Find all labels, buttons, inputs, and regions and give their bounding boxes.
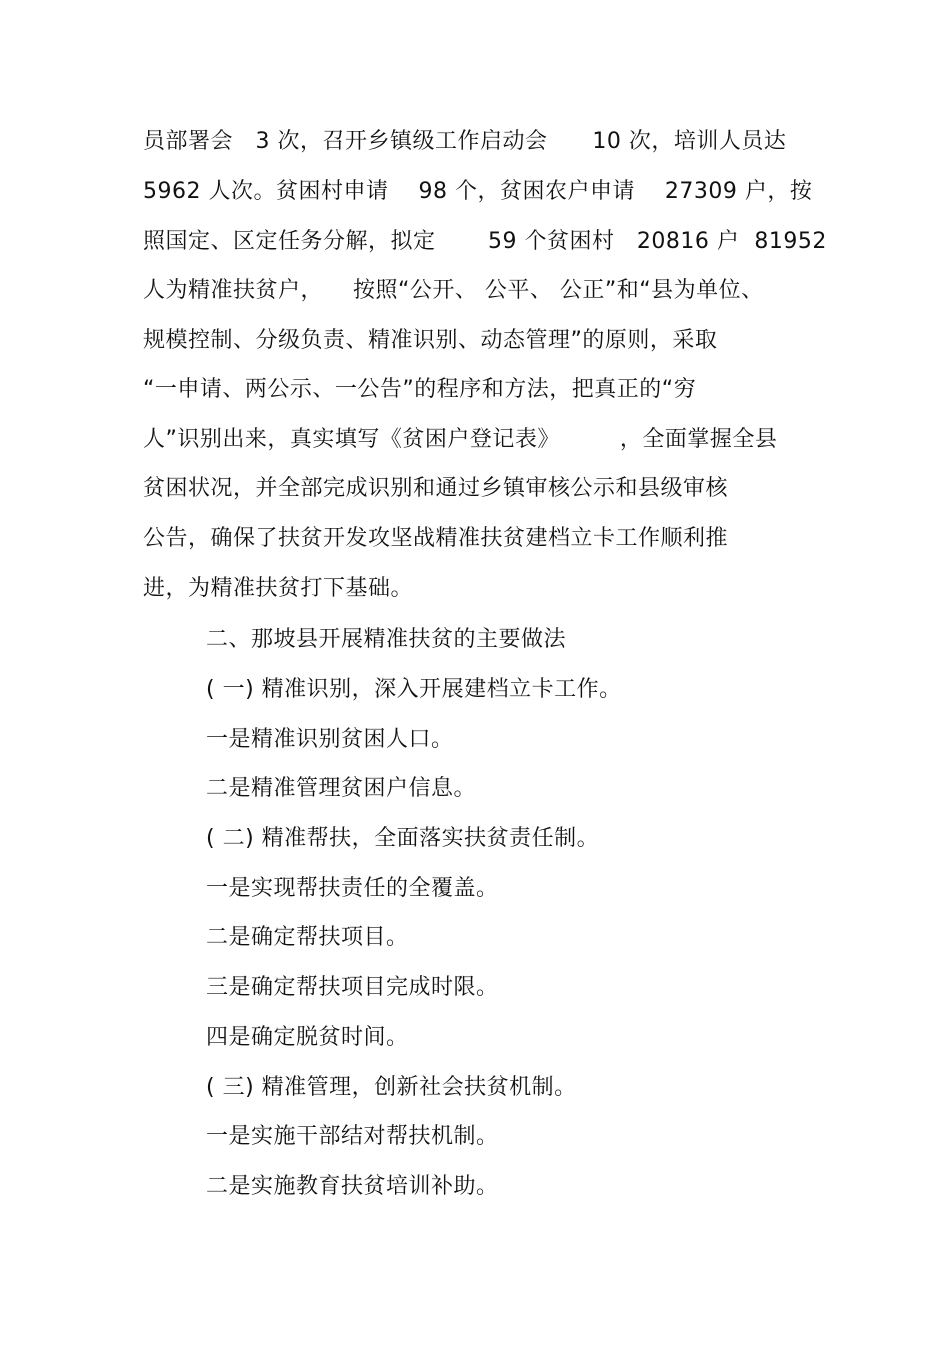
list-item: 一是精准识别贫困人口。	[206, 727, 454, 752]
paragraph-line: “一申请、两公示、一公告”的程序和方法，把真正的“穷	[143, 377, 697, 402]
list-item: 一是实现帮扶责任的全覆盖。	[206, 876, 499, 901]
paragraph-line: 贫困状况，并全部完成识别和通过乡镇审核公示和县级审核	[143, 476, 729, 501]
paragraph-line: 照国定、区定任务分解，拟定 59 个贫困村 20816 户 81952	[143, 229, 827, 254]
paragraph-line: 人为精准扶贫户， 按照“公开、 公平、 公正”和“县为单位、	[143, 278, 764, 303]
paragraph-line: 5962 人次。贫困村申请 98 个，贫困农户申请 27309 户，按	[143, 179, 813, 204]
paragraph-line: 人”识别出来，真实填写《贫困户登记表》 ，全面掌握全县	[143, 427, 778, 452]
list-item: 二是精准管理贫困户信息。	[206, 776, 477, 801]
paragraph-line: 公告，确保了扶贫开发攻坚战精准扶贫建档立卡工作顺利推	[143, 526, 729, 551]
subsection-heading: ( 三) 精准管理，创新社会扶贫机制。	[206, 1075, 577, 1100]
list-item: 二是实施教育扶贫培训补助。	[206, 1174, 499, 1199]
list-item: 三是确定帮扶项目完成时限。	[206, 975, 499, 1000]
subsection-heading: ( 一) 精准识别，深入开展建档立卡工作。	[206, 677, 622, 702]
paragraph-line: 员部署会 3 次，召开乡镇级工作启动会 10 次，培训人员达	[143, 129, 787, 154]
section-heading: 二、那坡县开展精准扶贫的主要做法	[206, 627, 567, 652]
paragraph-line: 进，为精准扶贫打下基础。	[143, 576, 414, 601]
list-item: 四是确定脱贫时间。	[206, 1025, 409, 1050]
list-item: 一是实施干部结对帮扶机制。	[206, 1124, 499, 1149]
subsection-heading: ( 二) 精准帮扶，全面落实扶贫责任制。	[206, 826, 600, 851]
list-item: 二是确定帮扶项目。	[206, 925, 409, 950]
paragraph-line: 规模控制、分级负责、精准识别、动态管理”的原则，采取	[143, 328, 718, 353]
